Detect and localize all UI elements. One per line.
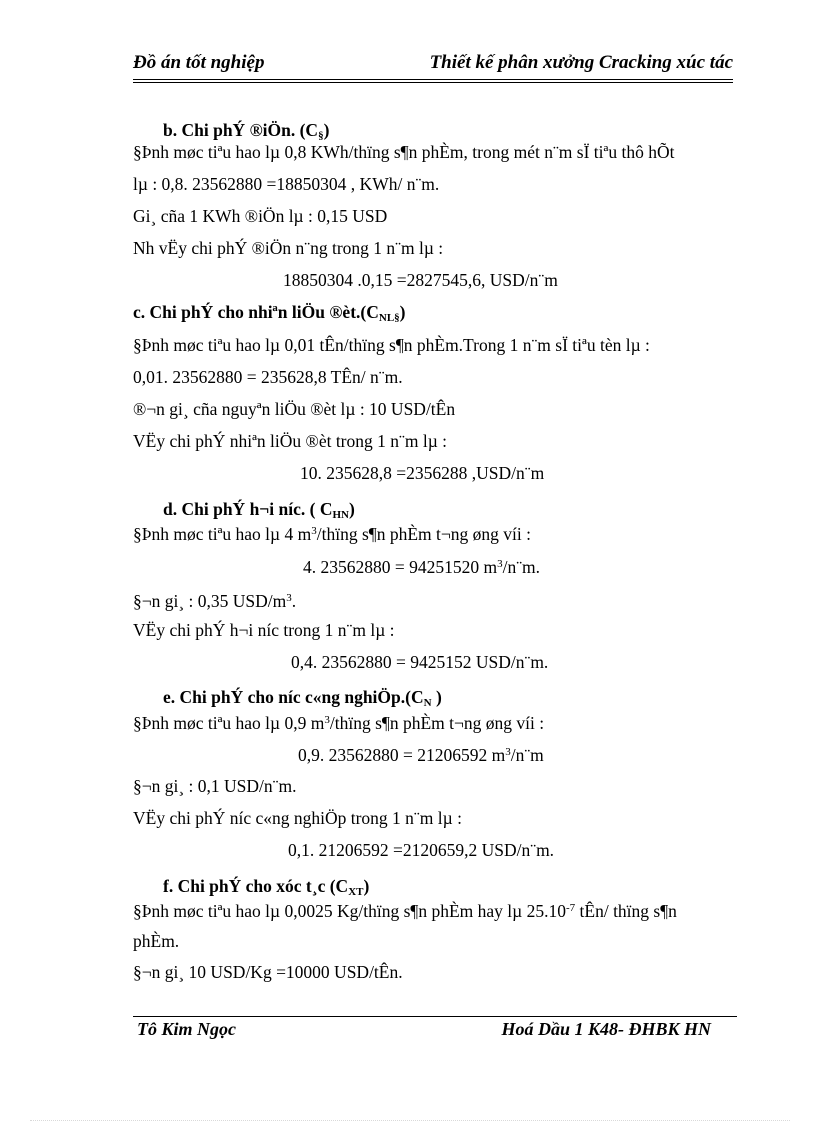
section-c-line-3: ®¬n gi¸ cña nguyªn liÖu ®èt lµ : 10 USD/tÊn <box>133 399 456 419</box>
section-c-heading: c. Chi phÝ cho nhiªn liÖu $®èt.(C_{NL\S})$ <box>133 302 406 324</box>
section-b-line-4: Nh vËy chi phÝ ®iÖn n¨ng trong 1 n¨m lµ : <box>133 238 444 258</box>
section-d-line-1: §Þnh møc tiªu hao lµ 4 $m^3$/thïng s¶n phÈm t¬ng øng víi : <box>133 524 531 544</box>
section-b-formula: 18850304 .0,15 =2827545,6, USD/n¨m <box>283 270 558 290</box>
section-b-line-1: §Þnh møc tiªu hao lµ 0,8 KWh/thïng s¶n phÈm, trong mét n¨m sÏ tiªu thô hÕt <box>133 142 675 162</box>
section-b-line-2: lµ : 0,8. 23562880 =18850304 , KWh/ n¨m. <box>133 174 440 194</box>
section-e-heading: e. Chi phÝ cho níc c«ng $nghiÖp.(C_N$ ) <box>163 687 442 709</box>
section-f-line-3: §¬n gi¸ 10 USD/Kg =10000 USD/tÊn. <box>133 962 403 982</box>
section-e-line-4: VËy chi phÝ níc c«ng nghiÖp trong 1 n¨m lµ : <box>133 808 462 828</box>
header-rule-2 <box>133 82 733 83</box>
header-title-right: Thiết kế phân xưởng Cracking xúc tác <box>429 52 733 73</box>
section-d-line-4: VËy chi phÝ h¬i níc trong 1 n¨m lµ : <box>133 620 395 640</box>
page-footer <box>137 1019 711 1043</box>
section-e-line-3: §¬n gi¸ : 0,1 USD/n¨m. <box>133 776 297 796</box>
section-f-line-1: §Þnh møc tiªu hao lµ 0,0025 Kg/thïng s¶n phÈm hay lµ $25.10^{-7}$ tÊn/ thïng s¶n <box>133 901 677 921</box>
header-title-left: Đồ án tốt nghiệp <box>133 52 265 73</box>
section-d-line-3: §¬n gi¸ : 0,35 USD/$m^3$. <box>133 591 297 611</box>
section-b-heading: b. Chi phÝ ®iÖn. $(C_\S)$ <box>163 120 330 142</box>
section-d-line-2: 4. 23562880 = 94251520 $m^3/n¨m$. <box>303 557 541 577</box>
section-b-line-3: Gi¸ cña 1 KWh ®iÖn lµ : 0,15 USD <box>133 206 388 226</box>
page-header <box>133 52 733 76</box>
section-f-line-2: phÈm. <box>133 931 180 951</box>
section-c-formula: 10. 235628,8 =2356288 ,USD/n¨m <box>300 463 545 483</box>
section-c-line-4: VËy chi phÝ nhiªn liÖu ®èt trong 1 n¨m lµ : <box>133 431 448 451</box>
section-c-line-1: §Þnh møc tiªu hao lµ 0,01 tÊn/thïng s¶n phÈm.Trong 1 n¨m sÏ tiªu tèn lµ : <box>133 335 650 355</box>
footer-author: Tô Kim Ngọc <box>137 1019 236 1039</box>
section-d-heading: d. Chi phÝ h¬i níc. ( $C_{HN}$) <box>163 499 355 521</box>
section-d-formula: 0,4. 23562880 = 9425152 USD/n¨m. <box>291 652 549 672</box>
section-e-formula: 0,1. 21206592 =2120659,2 USD/n¨m. <box>288 840 555 860</box>
page-bottom-edge <box>30 1120 790 1121</box>
footer-rule <box>133 1016 737 1017</box>
header-rule <box>133 79 733 80</box>
section-e-line-2: 0,9. 23562880 = 21206592 $m^3/n¨m$ <box>298 745 544 765</box>
section-c-line-2: 0,01. 23562880 = 235628,8 TÊn/ n¨m. <box>133 367 403 387</box>
footer-class: Hoá Dầu 1 K48- ĐHBK HN <box>501 1019 711 1039</box>
section-e-line-1: §Þnh møc tiªu hao lµ 0,9 $m^3$/thïng s¶n phÈm t¬ng øng víi : <box>133 713 545 733</box>
section-f-heading: f. Chi phÝ cho xóc t¸c $(C_{XT})$ <box>163 876 370 898</box>
